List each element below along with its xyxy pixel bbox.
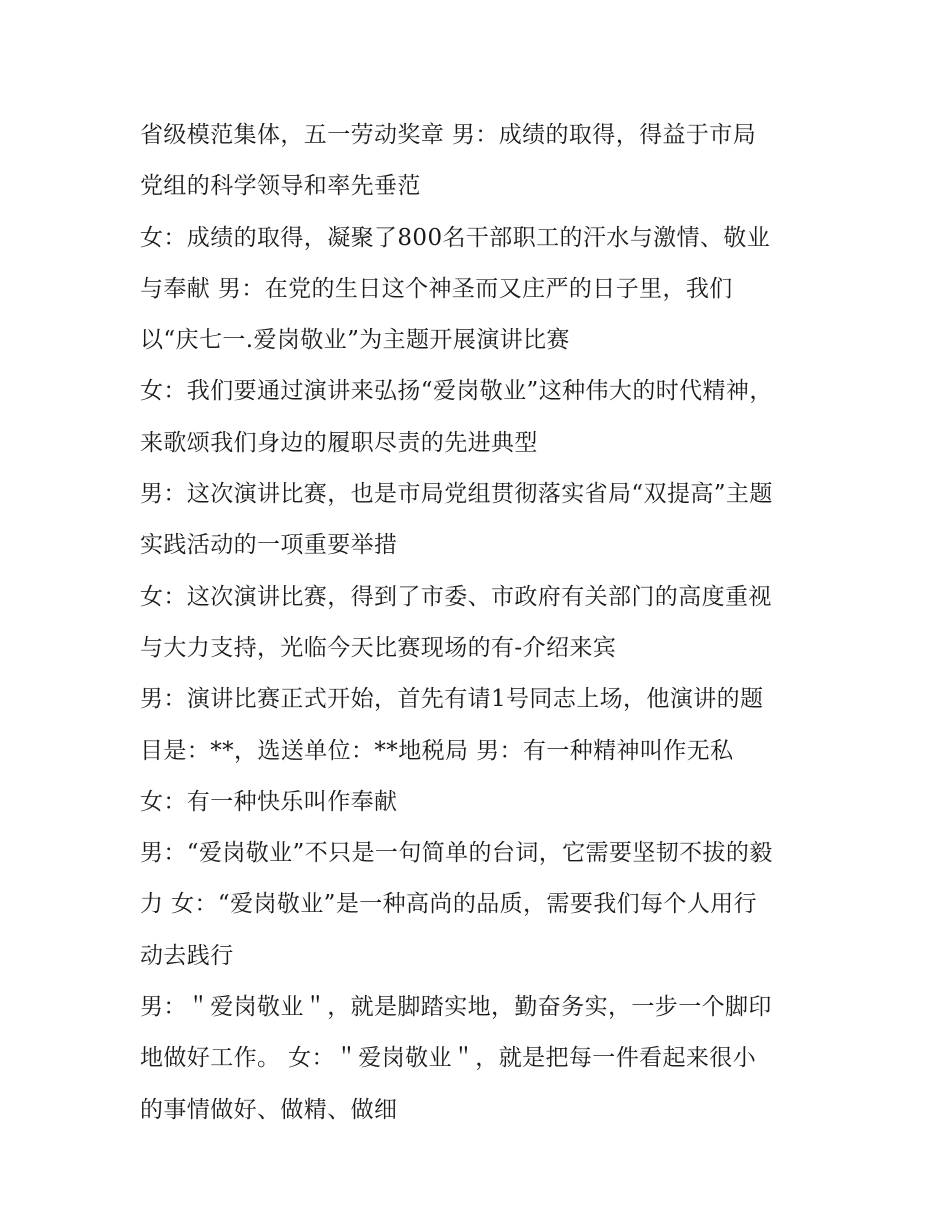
text-line: 的事情做好、做精、做细 [140, 1096, 398, 1123]
text-line: 男：演讲比赛正式开始，首先有请1号同志上场，他演讲的题 [140, 686, 764, 713]
text-line: 男：＂爱岗敬业＂，就是脚踏实地，勤奋务实，一步一个脚印 [140, 994, 772, 1021]
document-body [140, 110, 830, 1136]
text-line: 男：“爱岗敬业”不只是一句简单的台词，它需要坚韧不拔的毅 [140, 840, 773, 867]
text-line: 实践活动的一项重要举措 [140, 532, 398, 559]
text-line: 与奉献 男：在党的生日这个神圣而又庄严的日子里，我们 [140, 275, 733, 302]
text-line: 男：这次演讲比赛，也是市局党组贯彻落实省局“双提高”主题 [140, 481, 773, 508]
text-line: 女：我们要通过演讲来弘扬“爱岗敬业”这种伟大的时代精神， [140, 378, 773, 405]
text-line: 省级模范集体，五一劳动奖章 男：成绩的取得，得益于市局 [140, 122, 757, 148]
text-line: 目是：**，选送单位：**地税局 男：有一种精神叫作无私 [140, 737, 734, 764]
text-line: 力 女：“爱岗敬业”是一种高尚的品质，需要我们每个人用行 [140, 891, 758, 918]
text-line: 女：成绩的取得，凝聚了800名干部职工的汗水与激情、敬业 [140, 224, 771, 251]
text-line: 地做好工作。 女：＂爱岗敬业＂，就是把每一件看起来很小 [140, 1045, 757, 1072]
text-line: 动去践行 [140, 942, 234, 969]
text-line: 与大力支持，光临今天比赛现场的有-介绍来宾 [140, 634, 617, 661]
text-line: 女：这次演讲比赛，得到了市委、市政府有关部门的高度重视 [140, 583, 772, 610]
text-line: 以“庆七一.爱岗敬业”为主题开展演讲比赛 [140, 327, 570, 354]
text-line: 来歌颂我们身边的履职尽责的先进典型 [140, 429, 538, 456]
text-line: 女：有一种快乐叫作奉献 [140, 788, 398, 815]
text-line: 党组的科学领导和率先垂范 [140, 173, 421, 200]
